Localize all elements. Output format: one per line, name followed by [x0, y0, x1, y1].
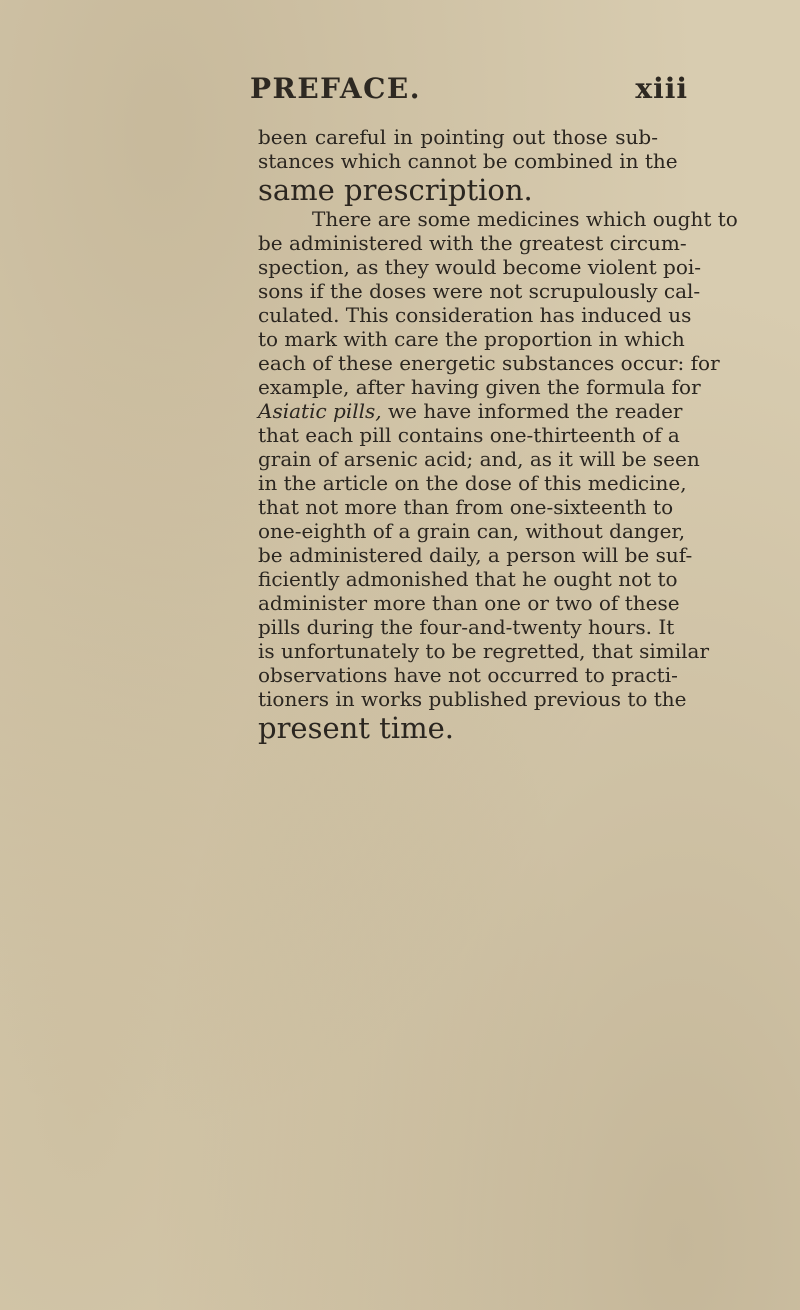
text-line: stances which cannot be combined in the [258, 149, 678, 173]
text-line: spection, as they would become violent poi- [258, 255, 702, 279]
text-line: tioners in works published previous to the [258, 687, 687, 711]
text-line: to mark with care the proportion in which [258, 327, 685, 351]
text-line: been careful in pointing out those sub- [258, 125, 658, 149]
text-line: in the article on the dose of this medicine, [258, 471, 687, 495]
text-line: sons if the doses were not scrupulously cal- [258, 279, 701, 303]
text-line: that not more than from one-sixteenth to [258, 495, 674, 519]
text-line: present time. [258, 711, 454, 745]
text-line: each of these energetic substances occur: for [258, 351, 720, 375]
running-title: PREFACE. [250, 72, 422, 105]
text-line: one-eighth of a grain can, without danger, [258, 519, 686, 543]
text-line: that each pill contains one-thirteenth of a [258, 423, 680, 447]
text-line: ficiently admonished that he ought not to [258, 567, 678, 591]
text-line: There are some medicines which ought to [312, 207, 738, 231]
text-line: administer more than one or two of these [258, 591, 680, 615]
text-line: example, after having given the formula for [258, 375, 701, 399]
text-line: culated. This consideration has induced us [258, 303, 692, 327]
text-line: grain of arsenic acid; and, as it will be seen [258, 447, 700, 471]
text-line: be administered with the greatest circum- [258, 231, 687, 255]
text-line: be administered daily, a person will be suf- [258, 543, 693, 567]
italic-asiatic-pills: Asiatic pills, [258, 399, 382, 423]
text-line: pills during the four-and-twenty hours. It [258, 615, 675, 639]
body-text [258, 125, 738, 745]
text-line-asiatic [258, 399, 683, 423]
text-line: is unfortunately to be regretted, that similar [258, 639, 710, 663]
text-line: observations have not occurred to practi- [258, 663, 678, 687]
page-header [250, 72, 688, 116]
asiatic-line-rest: we have informed the reader [388, 399, 683, 423]
page-number: xiii [635, 72, 688, 105]
text-line: same prescription. [258, 173, 533, 207]
